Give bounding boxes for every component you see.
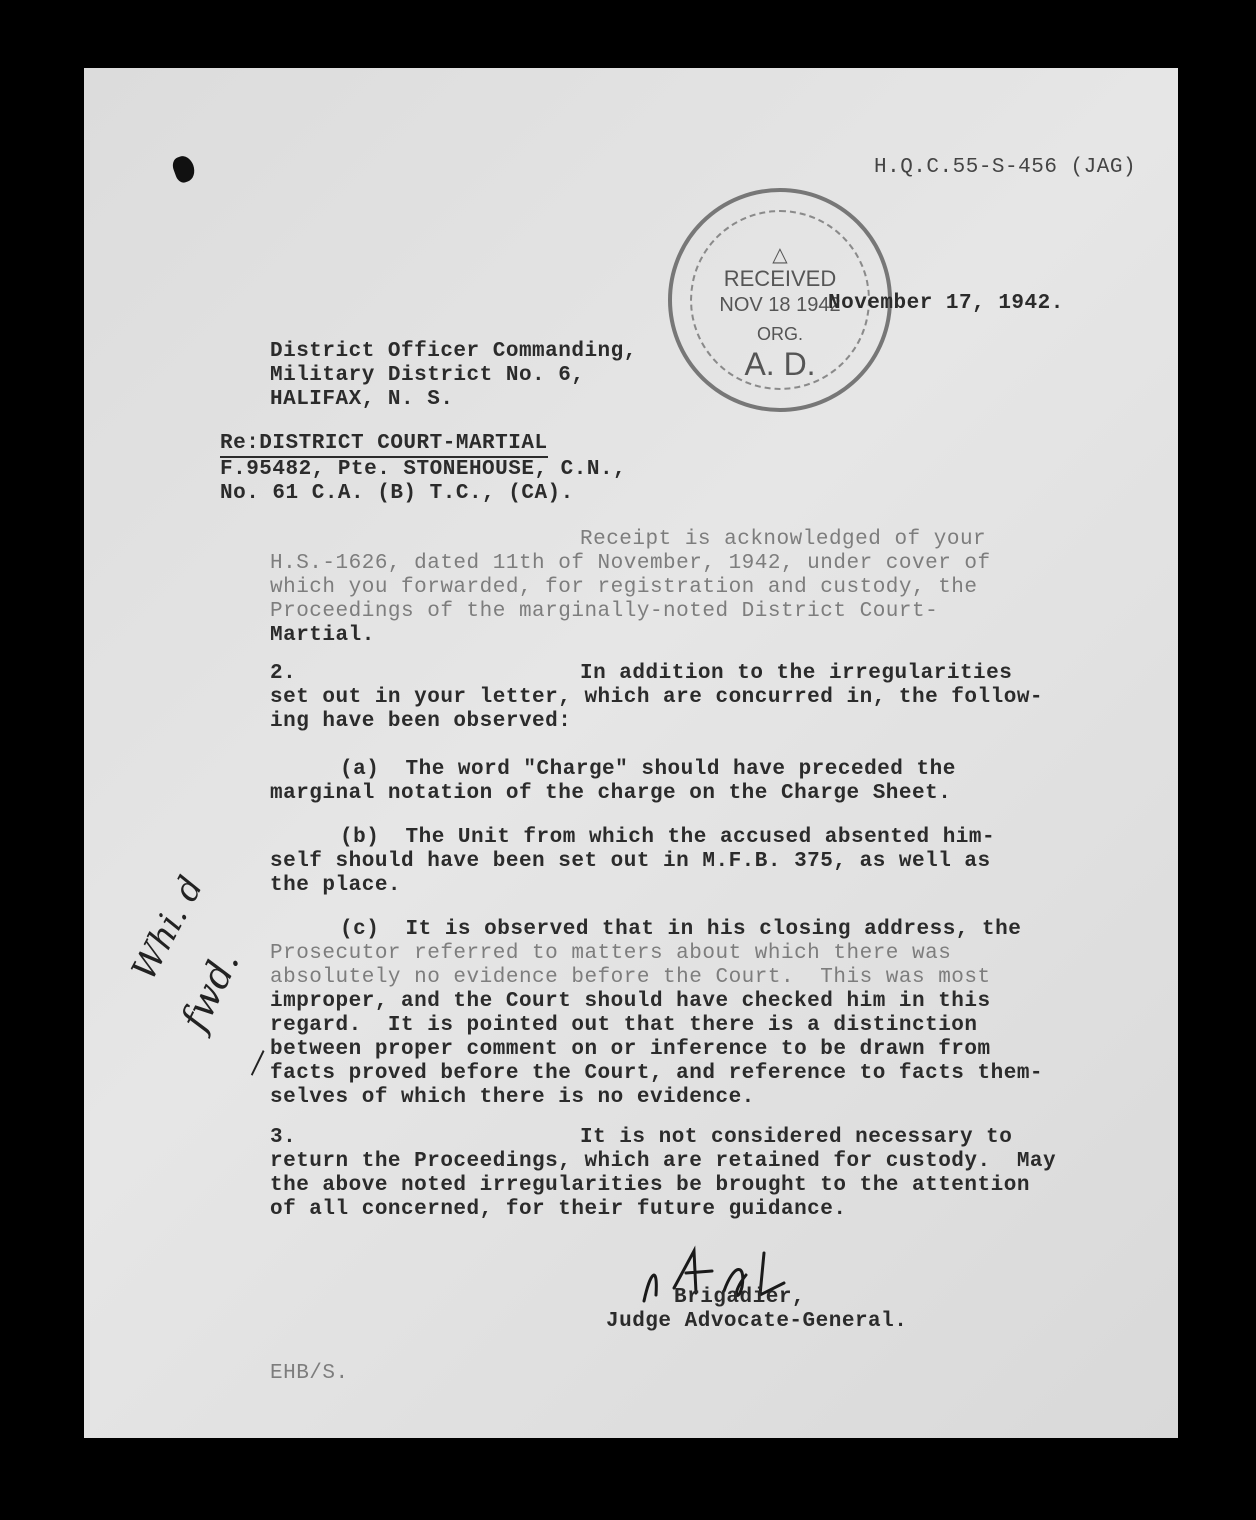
addressee-line-2: Military District No. 6,	[270, 364, 585, 387]
stamp-received: RECEIVED	[723, 266, 837, 291]
item-a-line-2: marginal notation of the charge on the Charge Sheet.	[270, 782, 952, 805]
para1-line-4: Proceedings of the marginally-noted District Court-	[270, 600, 939, 623]
item-b-line-3: the place.	[270, 874, 402, 897]
stamp-org: ORG.	[756, 324, 803, 344]
letter-date: November 17, 1942.	[828, 292, 1064, 315]
typist-initials: EHB/S.	[270, 1362, 349, 1385]
stamp-date: NOV 18 1942	[719, 294, 841, 316]
item-c-line-4: improper, and the Court should have checked him in this	[270, 990, 991, 1013]
item-c-line-7: facts proved before the Court, and reference to facts them-	[270, 1062, 1044, 1085]
para3-line-1: It is not considered necessary to	[580, 1126, 1013, 1149]
handwritten-margin-note: Whi. d	[124, 869, 212, 987]
file-reference: H.Q.C.55-S-456 (JAG)	[874, 156, 1137, 179]
para2-number: 2.	[270, 662, 297, 685]
para1-line-1: Receipt is acknowledged of your	[580, 528, 987, 551]
para1-line-5: Martial.	[270, 624, 375, 647]
item-c-line-1: (c) It is observed that in his closing address, the	[340, 918, 1022, 941]
item-c-line-6: between proper comment on or inference to be drawn from	[270, 1038, 991, 1061]
item-c-line-2: Prosecutor referred to matters about which there was	[270, 942, 952, 965]
letter-page	[84, 68, 1178, 1438]
para1-line-2: H.S.-1626, dated 11th of November, 1942, under cover of	[270, 552, 991, 575]
item-c-line-3: absolutely no evidence before the Court. This was most	[270, 966, 991, 989]
para3-line-3: the above noted irregularities be brought to the attention	[270, 1174, 1030, 1197]
item-a-line-1: (a) The word "Charge" should have preceded the	[340, 758, 956, 781]
para3-line-2: return the Proceedings, which are retained for custody. May	[270, 1150, 1057, 1173]
para2-line-2: set out in your letter, which are concurred in, the follow-	[270, 686, 1044, 709]
stamp-code: A. D.	[744, 346, 816, 382]
subject-line-1: Re:DISTRICT COURT-MARTIAL	[220, 432, 548, 458]
received-stamp: △ RECEIVED NOV 18 1942 ORG. A. D.	[668, 188, 892, 412]
handwritten-margin-note-2: fwd.	[172, 943, 248, 1038]
handwritten-margin-note-3: —	[234, 1041, 279, 1084]
item-b-line-2: self should have been set out in M.F.B. 375, as well as	[270, 850, 991, 873]
subject-line-2: F.95482, Pte. STONEHOUSE, C.N.,	[220, 458, 627, 481]
para3-number: 3.	[270, 1126, 297, 1149]
addressee-line-1: District Officer Commanding,	[270, 340, 637, 363]
signature-title-1: Brigadier,	[674, 1286, 806, 1309]
subject-line-3: No. 61 C.A. (B) T.C., (CA).	[220, 482, 574, 505]
ink-blot	[170, 153, 198, 184]
addressee-line-3: HALIFAX, N. S.	[270, 388, 454, 411]
signature-title-2: Judge Advocate-General.	[606, 1310, 908, 1333]
item-c-line-8: selves of which there is no evidence.	[270, 1086, 755, 1109]
para3-line-4: of all concerned, for their future guidance.	[270, 1198, 847, 1221]
item-b-line-1: (b) The Unit from which the accused absented him-	[340, 826, 996, 849]
para1-line-3: which you forwarded, for registration and custody, the	[270, 576, 978, 599]
item-c-line-5: regard. It is pointed out that there is a distinction	[270, 1014, 978, 1037]
para2-line-1: In addition to the irregularities	[580, 662, 1013, 685]
para2-line-3: ing have been observed:	[270, 710, 572, 733]
